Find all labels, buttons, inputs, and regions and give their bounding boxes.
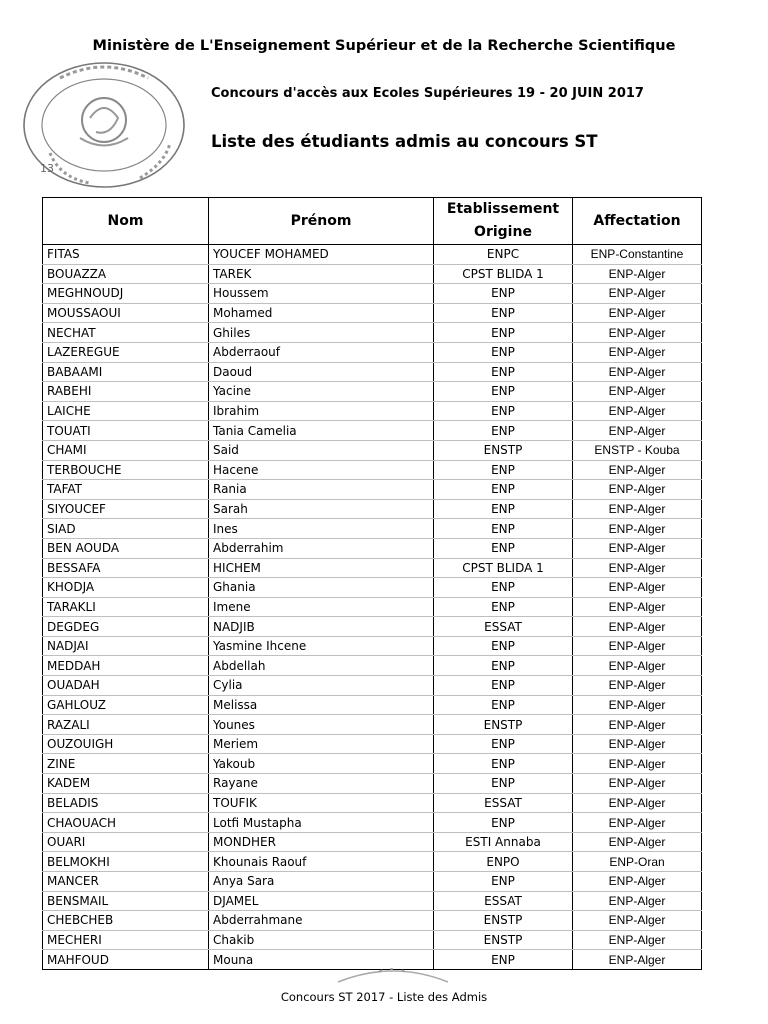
table-row	[43, 519, 702, 539]
cell-affectation: ENP-Alger	[573, 460, 702, 480]
list-title: Liste des étudiants admis au concours ST	[211, 132, 598, 151]
cell-etablissement: CPST BLIDA 1	[434, 264, 573, 284]
cell-etablissement: ENPC	[434, 245, 573, 265]
cell-nom: NECHAT	[43, 323, 209, 343]
cell-etablissement: ENPO	[434, 852, 573, 872]
cell-etablissement: ENP	[434, 342, 573, 362]
table-row	[43, 460, 702, 480]
table-row	[43, 617, 702, 637]
cell-affectation: ENP-Alger	[573, 617, 702, 637]
contest-subtitle: Concours d'accès aux Ecoles Supérieures 19 - 20 JUIN 2017	[211, 86, 644, 101]
cell-etablissement: ENP	[434, 362, 573, 382]
cell-prenom: Lotfi Mustapha	[209, 813, 434, 833]
cell-nom: CHAOUACH	[43, 813, 209, 833]
cell-affectation: ENP-Alger	[573, 480, 702, 500]
cell-nom: KHODJA	[43, 578, 209, 598]
cell-etablissement: ENP	[434, 872, 573, 892]
cell-nom: TAFAT	[43, 480, 209, 500]
table-row	[43, 676, 702, 696]
cell-prenom: Daoud	[209, 362, 434, 382]
cell-etablissement: ENP	[434, 774, 573, 794]
col-header-nom: Nom	[43, 198, 209, 245]
cell-nom: RABEHI	[43, 382, 209, 402]
cell-affectation: ENP-Alger	[573, 578, 702, 598]
table-row	[43, 832, 702, 852]
table-row	[43, 656, 702, 676]
ministry-title: Ministère de L'Enseignement Supérieur et de la Recherche Scientifique	[92, 38, 676, 54]
cell-affectation: ENP-Alger	[573, 323, 702, 343]
cell-affectation: ENP-Alger	[573, 872, 702, 892]
cell-affectation: ENP-Alger	[573, 362, 702, 382]
cell-affectation: ENP-Alger	[573, 715, 702, 735]
cell-affectation: ENP-Alger	[573, 421, 702, 441]
cell-etablissement: ENP	[434, 499, 573, 519]
cell-etablissement: ENP	[434, 676, 573, 696]
cell-etablissement: ESSAT	[434, 793, 573, 813]
cell-prenom: Meriem	[209, 734, 434, 754]
cell-prenom: Abdellah	[209, 656, 434, 676]
cell-nom: TARAKLI	[43, 597, 209, 617]
cell-nom: DEGDEG	[43, 617, 209, 637]
cell-prenom: Ghania	[209, 578, 434, 598]
page-footer: Concours ST 2017 - Liste des Admis	[280, 990, 488, 1004]
cell-nom: TOUATI	[43, 421, 209, 441]
cell-nom: ZINE	[43, 754, 209, 774]
cell-etablissement: ENP	[434, 656, 573, 676]
cell-prenom: Houssem	[209, 284, 434, 304]
cell-etablissement: ENP	[434, 401, 573, 421]
cell-prenom: Rayane	[209, 774, 434, 794]
cell-affectation: ENP-Alger	[573, 950, 702, 970]
cell-etablissement: ENP	[434, 284, 573, 304]
cell-etablissement: CPST BLIDA 1	[434, 558, 573, 578]
stamp-fragment-icon	[318, 964, 468, 984]
cell-etablissement: ESSAT	[434, 617, 573, 637]
cell-affectation: ENP-Alger	[573, 597, 702, 617]
cell-prenom: Mouna	[209, 950, 434, 970]
cell-prenom: Ibrahim	[209, 401, 434, 421]
cell-nom: CHEBCHEB	[43, 911, 209, 931]
cell-nom: MOUSSAOUI	[43, 303, 209, 323]
cell-affectation: ENP-Alger	[573, 342, 702, 362]
table-row	[43, 930, 702, 950]
cell-nom: BABAAMI	[43, 362, 209, 382]
cell-nom: BOUAZZA	[43, 264, 209, 284]
cell-nom: MAHFOUD	[43, 950, 209, 970]
cell-prenom: Said	[209, 440, 434, 460]
cell-prenom: Yasmine Ihcene	[209, 636, 434, 656]
cell-affectation: ENP-Alger	[573, 538, 702, 558]
cell-etablissement: ENP	[434, 578, 573, 598]
col-header-etab-line2: Origine	[474, 224, 532, 240]
cell-affectation: ENP-Alger	[573, 832, 702, 852]
cell-affectation: ENP-Alger	[573, 793, 702, 813]
cell-etablissement: ENP	[434, 695, 573, 715]
table-row	[43, 323, 702, 343]
cell-affectation: ENP-Oran	[573, 852, 702, 872]
cell-prenom: Chakib	[209, 930, 434, 950]
cell-affectation: ENP-Alger	[573, 636, 702, 656]
cell-affectation: ENP-Alger	[573, 303, 702, 323]
cell-nom: TERBOUCHE	[43, 460, 209, 480]
table-row	[43, 793, 702, 813]
cell-nom: LAICHE	[43, 401, 209, 421]
table-row	[43, 421, 702, 441]
cell-nom: OUADAH	[43, 676, 209, 696]
cell-nom: KADEM	[43, 774, 209, 794]
table-row	[43, 538, 702, 558]
cell-etablissement: ENP	[434, 754, 573, 774]
col-header-prenom: Prénom	[209, 198, 434, 245]
table-row	[43, 813, 702, 833]
cell-nom: MEDDAH	[43, 656, 209, 676]
cell-prenom: Khounais Raouf	[209, 852, 434, 872]
cell-etablissement: ESSAT	[434, 891, 573, 911]
table-row	[43, 284, 702, 304]
cell-prenom: Yakoub	[209, 754, 434, 774]
table-header-row	[43, 198, 702, 245]
official-seal-icon	[20, 58, 188, 193]
cell-affectation: ENP-Alger	[573, 930, 702, 950]
cell-affectation: ENP-Alger	[573, 676, 702, 696]
cell-etablissement: ENP	[434, 734, 573, 754]
cell-prenom: MONDHER	[209, 832, 434, 852]
cell-prenom: Hacene	[209, 460, 434, 480]
cell-affectation: ENP-Alger	[573, 519, 702, 539]
cell-nom: OUARI	[43, 832, 209, 852]
cell-prenom: Tania Camelia	[209, 421, 434, 441]
table-row	[43, 695, 702, 715]
cell-etablissement: ENP	[434, 460, 573, 480]
cell-affectation: ENP-Alger	[573, 401, 702, 421]
cell-prenom: Cylia	[209, 676, 434, 696]
cell-prenom: Sarah	[209, 499, 434, 519]
cell-prenom: Anya Sara	[209, 872, 434, 892]
table-row	[43, 245, 702, 265]
table-row	[43, 480, 702, 500]
cell-etablissement: ENP	[434, 480, 573, 500]
cell-etablissement: ENP	[434, 950, 573, 970]
cell-etablissement: ENP	[434, 323, 573, 343]
cell-nom: BESSAFA	[43, 558, 209, 578]
cell-affectation: ENP-Constantine	[573, 245, 702, 265]
cell-etablissement: ENSTP	[434, 715, 573, 735]
cell-affectation: ENP-Alger	[573, 499, 702, 519]
cell-prenom: Abderraouf	[209, 342, 434, 362]
cell-etablissement: ENP	[434, 597, 573, 617]
cell-etablissement: ENP	[434, 813, 573, 833]
cell-prenom: Younes	[209, 715, 434, 735]
table-row	[43, 911, 702, 931]
cell-affectation: ENP-Alger	[573, 656, 702, 676]
table-row	[43, 754, 702, 774]
cell-nom: MANCER	[43, 872, 209, 892]
table-row	[43, 401, 702, 421]
cell-etablissement: ENSTP	[434, 440, 573, 460]
cell-nom: LAZEREGUE	[43, 342, 209, 362]
cell-affectation: ENP-Alger	[573, 264, 702, 284]
table-row	[43, 303, 702, 323]
cell-etablissement: ENP	[434, 538, 573, 558]
cell-prenom: Abderrahmane	[209, 911, 434, 931]
cell-nom: BELADIS	[43, 793, 209, 813]
table-row	[43, 578, 702, 598]
cell-etablissement: ESTI Annaba	[434, 832, 573, 852]
table-row	[43, 597, 702, 617]
cell-affectation: ENP-Alger	[573, 734, 702, 754]
table-body	[43, 245, 702, 970]
table-row	[43, 715, 702, 735]
table-row	[43, 774, 702, 794]
cell-nom: SIYOUCEF	[43, 499, 209, 519]
table-row	[43, 440, 702, 460]
cell-affectation: ENP-Alger	[573, 891, 702, 911]
cell-prenom: Abderrahim	[209, 538, 434, 558]
cell-affectation: ENSTP - Kouba	[573, 440, 702, 460]
cell-nom: BEN AOUDA	[43, 538, 209, 558]
cell-nom: CHAMI	[43, 440, 209, 460]
cell-nom: BENSMAIL	[43, 891, 209, 911]
cell-nom: FITAS	[43, 245, 209, 265]
cell-affectation: ENP-Alger	[573, 911, 702, 931]
table-row	[43, 362, 702, 382]
cell-prenom: YOUCEF MOHAMED	[209, 245, 434, 265]
cell-prenom: TOUFIK	[209, 793, 434, 813]
cell-nom: RAZALI	[43, 715, 209, 735]
cell-etablissement: ENP	[434, 382, 573, 402]
table-row	[43, 382, 702, 402]
table-row	[43, 872, 702, 892]
cell-prenom: Imene	[209, 597, 434, 617]
cell-etablissement: ENP	[434, 519, 573, 539]
cell-affectation: ENP-Alger	[573, 774, 702, 794]
cell-etablissement: ENSTP	[434, 930, 573, 950]
table-row	[43, 499, 702, 519]
cell-etablissement: ENSTP	[434, 911, 573, 931]
cell-etablissement: ENP	[434, 303, 573, 323]
table-row	[43, 558, 702, 578]
table-row	[43, 342, 702, 362]
cell-affectation: ENP-Alger	[573, 695, 702, 715]
table-row	[43, 734, 702, 754]
cell-prenom: Yacine	[209, 382, 434, 402]
cell-prenom: Rania	[209, 480, 434, 500]
cell-prenom: HICHEM	[209, 558, 434, 578]
table-row	[43, 891, 702, 911]
seal-number: 13	[40, 162, 54, 175]
cell-prenom: Mohamed	[209, 303, 434, 323]
cell-prenom: Ghiles	[209, 323, 434, 343]
cell-affectation: ENP-Alger	[573, 382, 702, 402]
cell-etablissement: ENP	[434, 421, 573, 441]
cell-nom: NADJAI	[43, 636, 209, 656]
col-header-etab-line1: Etablissement	[446, 201, 560, 217]
cell-affectation: ENP-Alger	[573, 813, 702, 833]
cell-nom: GAHLOUZ	[43, 695, 209, 715]
cell-affectation: ENP-Alger	[573, 284, 702, 304]
cell-prenom: DJAMEL	[209, 891, 434, 911]
admitted-students-table	[42, 197, 702, 970]
cell-affectation: ENP-Alger	[573, 754, 702, 774]
col-header-affectation: Affectation	[573, 198, 702, 245]
cell-affectation: ENP-Alger	[573, 558, 702, 578]
cell-nom: OUZOUIGH	[43, 734, 209, 754]
cell-prenom: TAREK	[209, 264, 434, 284]
cell-nom: BELMOKHI	[43, 852, 209, 872]
table-row	[43, 636, 702, 656]
col-header-etablissement	[434, 198, 573, 245]
table-row	[43, 264, 702, 284]
cell-prenom: Ines	[209, 519, 434, 539]
cell-prenom: Melissa	[209, 695, 434, 715]
cell-prenom: NADJIB	[209, 617, 434, 637]
cell-nom: MEGHNOUDJ	[43, 284, 209, 304]
cell-etablissement: ENP	[434, 636, 573, 656]
table-row	[43, 852, 702, 872]
cell-nom: SIAD	[43, 519, 209, 539]
cell-nom: MECHERI	[43, 930, 209, 950]
